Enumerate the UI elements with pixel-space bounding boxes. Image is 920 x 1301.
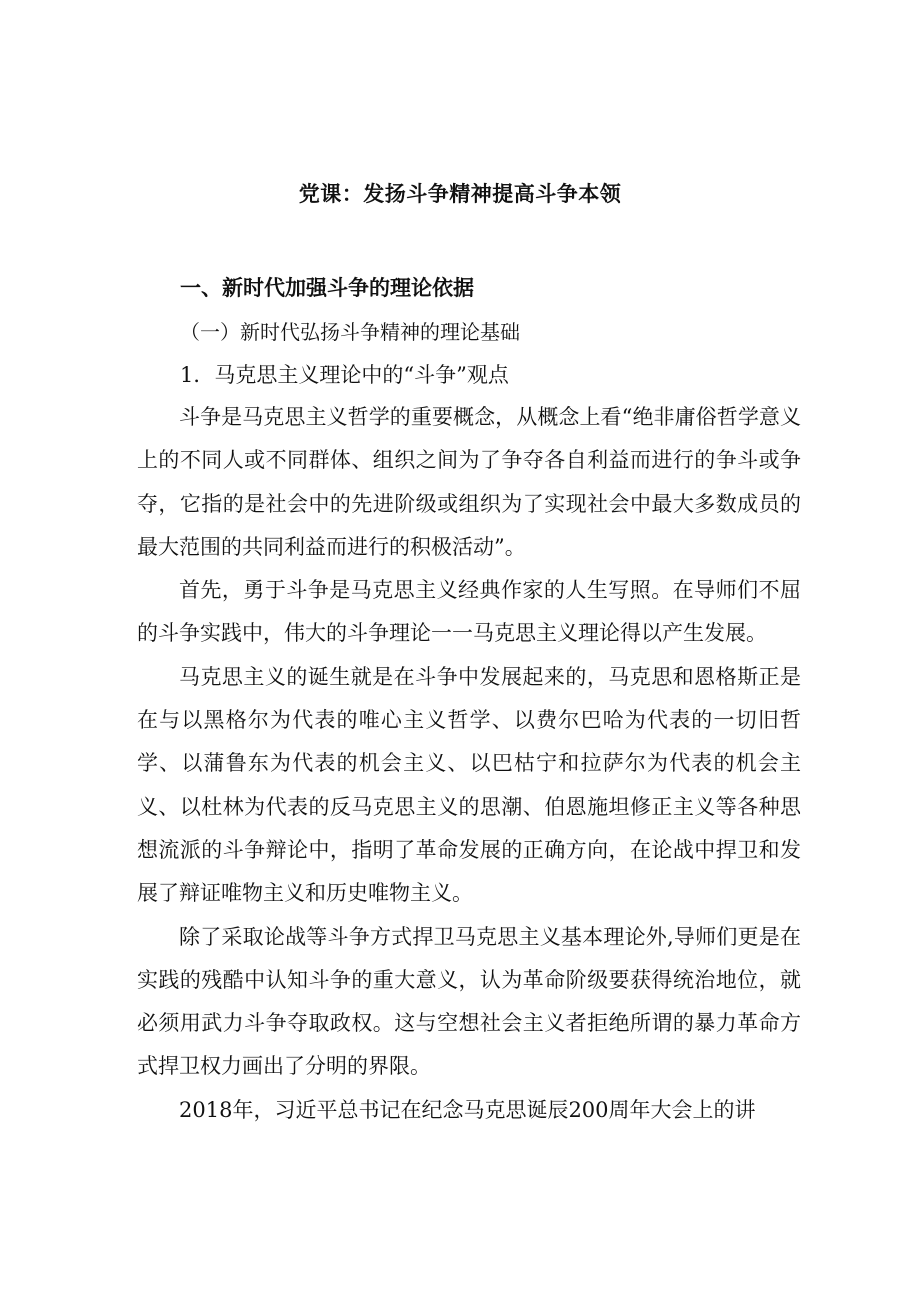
paragraph: 2018年，习近平总书记在纪念马克思诞辰200周年大会上的讲 [179, 1097, 756, 1122]
subsection-heading: （一）新时代弘扬斗争精神的理论基础 [180, 320, 520, 344]
section-heading: 一、新时代加强斗争的理论依据 [180, 276, 474, 300]
paragraph: 斗争是马克思主义哲学的重要概念，从概念上看“绝非庸俗哲学意义上的不同人或不同群体、组织之间为了争夺各自利益而进行的争斗或争夺，它指的是社会中的先进阶级或组织为了实现社会中最大多数成员的最大范围的共同利益而进行的积极活动”。 [137, 405, 801, 559]
document-title: 党课：发扬斗争精神提高斗争本领 [298, 182, 622, 206]
body-text [137, 396, 801, 1132]
paragraph: 马克思主义的诞生就是在斗争中发展起来的，马克思和恩格斯正是在与以黑格尔为代表的唯心主义哲学、以费尔巴哈为代表的一切旧哲学、以蒲鲁东为代表的机会主义、以巴枯宁和拉萨尔为代表的机会主义、以杜林为代表的反马克思主义的思潮、伯恩施坦修正主义等各种思想流派的斗争辩论中，指明了革命发展的正确方向，在论战中捍卫和发展了辩证唯物主义和历史唯物主义。 [137, 664, 801, 906]
paragraph: 除了采取论战等斗争方式捍卫马克思主义基本理论外,导师们更是在实践的残酷中认知斗争的重大意义，认为革命阶级要获得统治地位，就必须用武力斗争夺取政权。这与空想社会主义者拒绝所谓的暴力革命方式捍卫权力画出了分明的界限。 [137, 924, 801, 1079]
paragraph: 首先，勇于斗争是马克思主义经典作家的人生写照。在导师们不屈的斗争实践中，伟大的斗争理论一一马克思主义理论得以产生发展。 [137, 578, 801, 646]
point-heading: 1．马克思主义理论中的“斗争”观点 [180, 363, 509, 387]
